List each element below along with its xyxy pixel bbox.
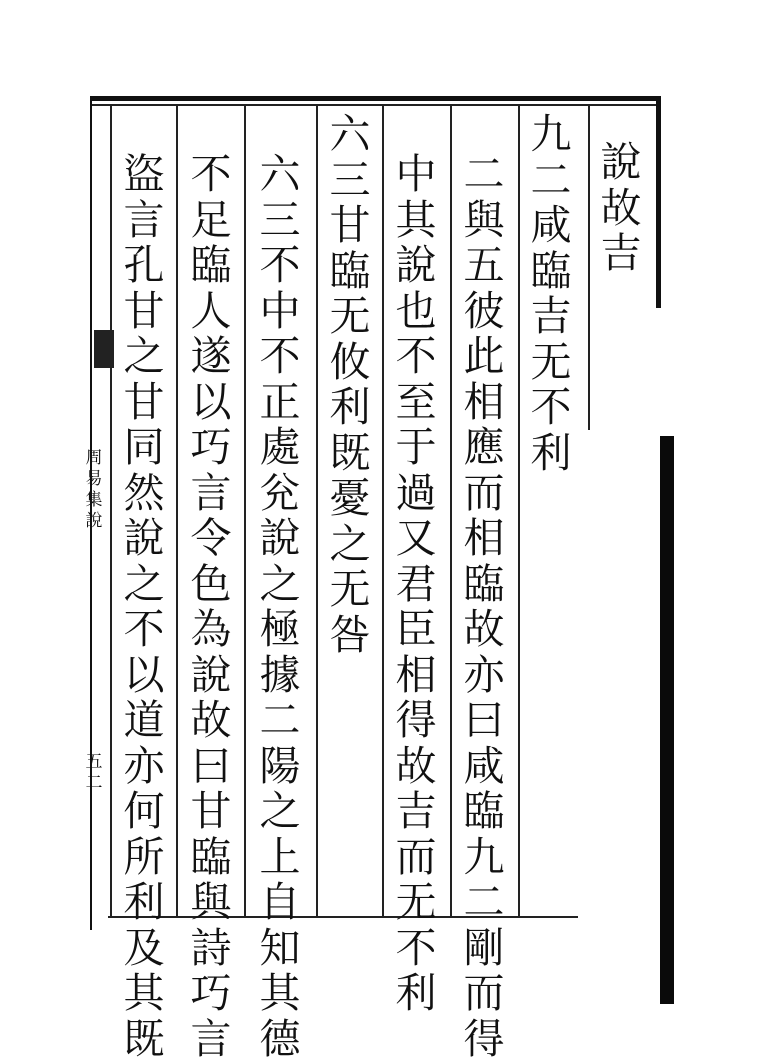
text-column-7: 不足臨人遂以巧言令色為說故曰甘臨與詩巧言 [190, 150, 232, 1063]
text-column-1: 說故吉 [600, 138, 642, 277]
column-divider [382, 104, 384, 916]
margin-fish-tail-mark [94, 330, 114, 368]
frame-top-rule [92, 96, 660, 101]
text-column-4: 中其說也不至于過又君臣相得故吉而无不利 [395, 150, 437, 1017]
column-divider [588, 104, 590, 430]
column-divider [244, 104, 246, 916]
column-divider [176, 104, 178, 916]
page-edge-shadow [660, 436, 674, 1004]
margin-book-title: 周易集說 [85, 448, 103, 531]
frame-bottom-rule [108, 916, 578, 918]
column-divider [110, 104, 112, 916]
column-divider [450, 104, 452, 916]
text-column-8: 盜言孔甘之甘同然說之不以道亦何所利及其既 [123, 150, 165, 1063]
column-divider [316, 104, 318, 916]
margin-page-number: 五二 [85, 752, 103, 793]
text-column-6: 六三不中不正處兊說之極據二陽之上自知其德 [259, 150, 301, 1063]
text-column-3: 二與五彼此相應而相臨故亦曰咸臨九二剛而得 [463, 150, 505, 1063]
column-divider [518, 104, 520, 916]
text-column-2: 九二咸臨吉无不利 [530, 110, 572, 477]
frame-right-rule [656, 96, 661, 308]
text-column-5: 六三甘臨无攸利既憂之无咎 [329, 110, 371, 659]
